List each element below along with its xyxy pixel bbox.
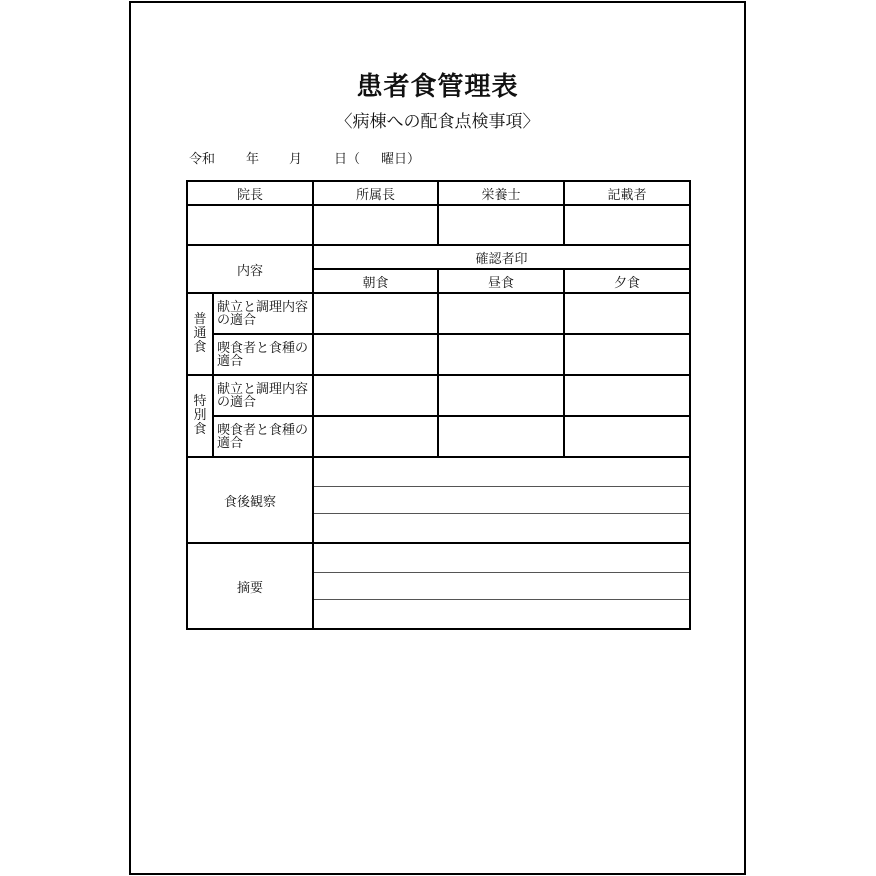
observation-entry-area[interactable] xyxy=(313,457,690,543)
stamp-cell[interactable] xyxy=(564,334,690,375)
header-director: 院長 xyxy=(187,181,313,205)
page-title: 患者食管理表 xyxy=(356,72,519,102)
date-weekday: 曜日） xyxy=(381,152,421,167)
stamp-cell[interactable] xyxy=(564,293,690,334)
signature-row xyxy=(187,205,690,245)
stamp-cell[interactable] xyxy=(313,416,438,457)
observation-line[interactable] xyxy=(314,487,689,514)
sign-cell-department-head[interactable] xyxy=(313,205,438,245)
stamp-cell[interactable] xyxy=(564,416,690,457)
category-special-diet: 特 別 食 xyxy=(187,375,213,457)
item-diner-match: 喫食者と食種の適合 xyxy=(213,416,313,457)
stamp-cell[interactable] xyxy=(438,416,564,457)
page-subtitle: 〈病棟への配食点検事項〉 xyxy=(335,112,540,132)
stamp-cell[interactable] xyxy=(313,375,438,416)
sign-cell-recorder[interactable] xyxy=(564,205,690,245)
item-menu-match: 献立と調理内容の適合 xyxy=(213,293,313,334)
category-normal-diet: 普 通 食 xyxy=(187,293,213,375)
observation-line[interactable] xyxy=(314,460,689,487)
observation-row xyxy=(187,457,690,543)
content-label: 内容 xyxy=(187,245,313,293)
header-dietitian: 栄養士 xyxy=(438,181,564,205)
stamp-label: 確認者印 xyxy=(313,245,690,269)
stamp-cell[interactable] xyxy=(564,375,690,416)
stamp-cell[interactable] xyxy=(438,293,564,334)
item-menu-match: 献立と調理内容の適合 xyxy=(213,375,313,416)
summary-label: 摘要 xyxy=(187,543,313,629)
stamp-cell[interactable] xyxy=(438,334,564,375)
header-department-head: 所属長 xyxy=(313,181,438,205)
item-diner-match: 喫食者と食種の適合 xyxy=(213,334,313,375)
meal-lunch: 昼食 xyxy=(438,269,564,293)
meal-breakfast: 朝食 xyxy=(313,269,438,293)
observation-line[interactable] xyxy=(314,514,689,540)
item-row xyxy=(187,293,690,334)
stamp-cell[interactable] xyxy=(438,375,564,416)
summary-line[interactable] xyxy=(314,573,689,600)
date-day: 日（ xyxy=(334,152,361,167)
stamp-cell[interactable] xyxy=(313,293,438,334)
summary-entry-area[interactable] xyxy=(313,543,690,629)
confirmation-header-row xyxy=(187,245,690,269)
summary-line[interactable] xyxy=(314,600,689,626)
item-row xyxy=(187,375,690,416)
summary-line[interactable] xyxy=(314,546,689,573)
meal-dinner: 夕食 xyxy=(564,269,690,293)
stamp-cell[interactable] xyxy=(313,334,438,375)
sign-cell-dietitian[interactable] xyxy=(438,205,564,245)
date-month: 月 xyxy=(289,152,303,167)
observation-label: 食後観察 xyxy=(187,457,313,543)
date-era: 令和 xyxy=(189,152,216,167)
summary-row xyxy=(187,543,690,629)
header-recorder: 記載者 xyxy=(564,181,690,205)
signature-header-row xyxy=(187,181,690,205)
item-row xyxy=(187,416,690,457)
date-year: 年 xyxy=(246,152,260,167)
item-row xyxy=(187,334,690,375)
meal-check-table xyxy=(186,180,691,630)
sign-cell-director[interactable] xyxy=(187,205,313,245)
